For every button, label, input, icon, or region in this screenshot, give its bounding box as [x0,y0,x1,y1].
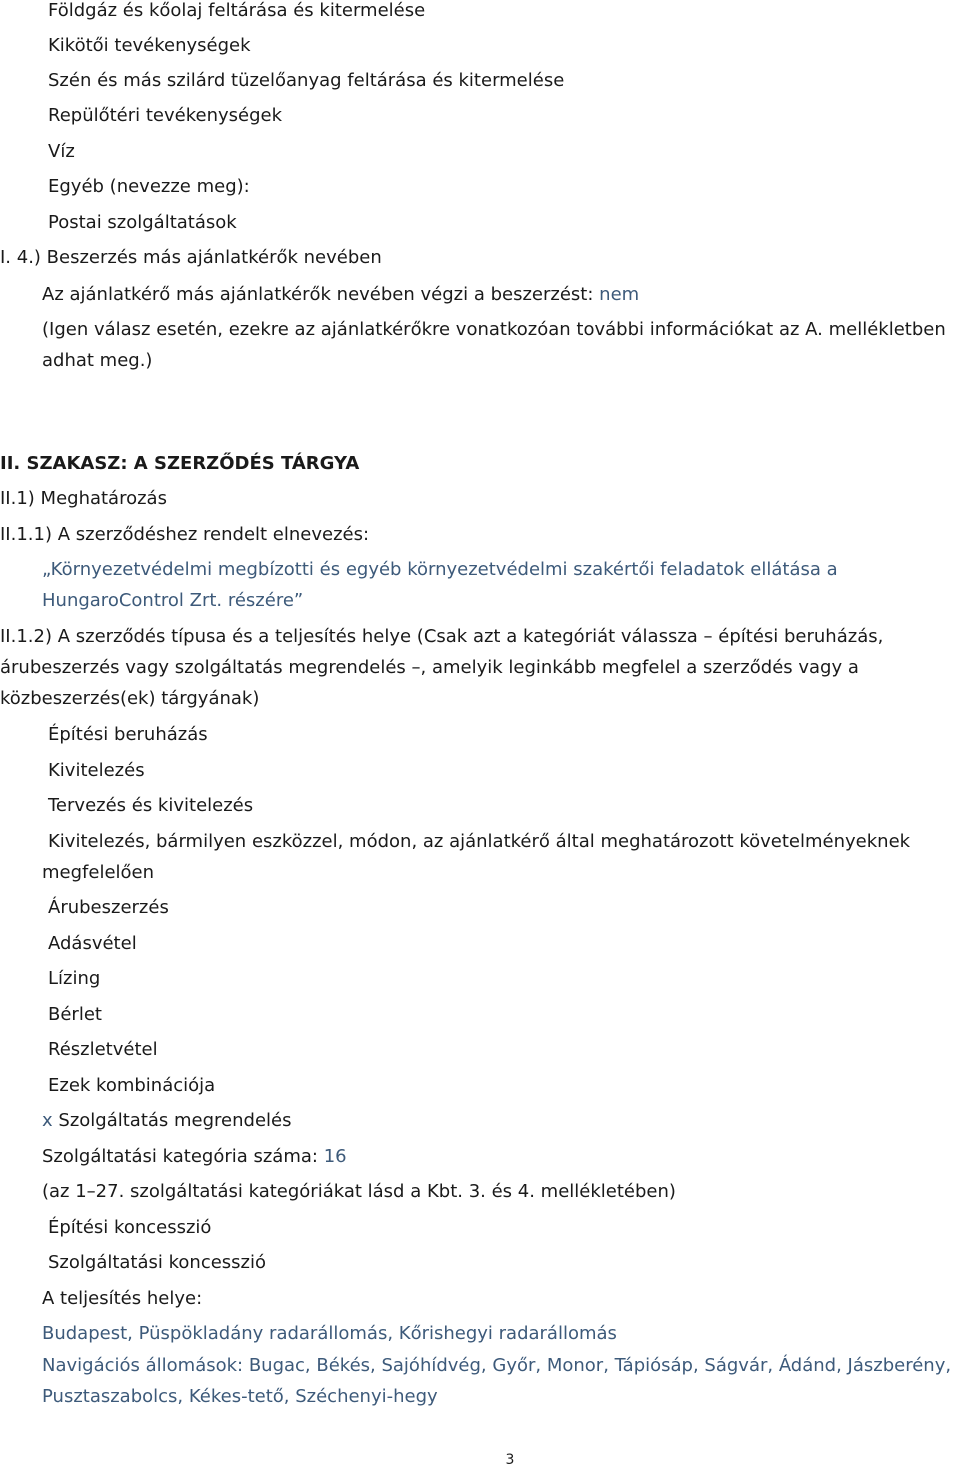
option-kivitelezes: Kivitelezés [48,760,145,781]
service-category-value: 16 [323,1146,347,1167]
service-category [42,1146,347,1168]
place-line1: Budapest, Püspökladány radarállomás, Kőrishegyi radarállomás [42,1323,617,1344]
page-number: 3 [505,1452,515,1468]
section-i4-note-line2: adhat meg.) [42,350,153,371]
option-reszletvetel: Részletvétel [48,1039,158,1060]
option-szolgaltatas-label: Szolgáltatás megrendelés [58,1110,292,1131]
service-category-label: Szolgáltatási kategória száma: [42,1146,318,1167]
option-adasvetel: Adásvétel [48,933,137,954]
section-ii11-heading: II.1.1) A szerződéshez rendelt elnevezés: [0,524,370,545]
list-item-egyeb: Egyéb (nevezze meg): [48,176,250,197]
section-ii12-line2: árubeszerzés vagy szolgáltatás megrendelés –, amelyik leginkább megfelel a szerződés vagy a [0,657,859,678]
option-szolgaltatasi-koncesszio: Szolgáltatási koncesszió [48,1252,267,1273]
list-item-foldgaz: Földgáz és kőolaj feltárása és kitermelése [48,0,426,21]
section-i4-question [42,284,639,306]
option-kivitelezes-barmilyen-line2: megfelelően [42,862,155,883]
place-line3: Pusztaszabolcs, Kékes-tető, Széchenyi-hegy [42,1386,438,1407]
list-item-kikotoi: Kikötői tevékenységek [48,35,251,56]
list-item-viz: Víz [48,141,75,162]
place-line2: Navigációs állomások: Bugac, Békés, Sajóhídvég, Győr, Monor, Tápiósáp, Ságvár, Ádánd, Jászberény, [42,1355,952,1376]
section-i4-heading: I. 4.) Beszerzés más ajánlatkérők nevében [0,247,382,268]
option-epitesi-koncesszio: Építési koncesszió [48,1217,212,1238]
place-label: A teljesítés helye: [42,1288,203,1309]
section-ii1-heading: II.1) Meghatározás [0,488,167,509]
service-category-note: (az 1–27. szolgáltatási kategóriákat lásd a Kbt. 3. és 4. mellékletében) [42,1181,676,1202]
section-ii12-line3: közbeszerzés(ek) tárgyának) [0,688,260,709]
option-kivitelezes-barmilyen-line1: Kivitelezés, bármilyen eszközzel, módon, az ajánlatkérő által meghatározott követelményeknek [48,831,911,852]
list-item-szen: Szén és más szilárd tüzelőanyag feltárása és kitermelése [48,70,565,91]
option-epitesi-beruhazas: Építési beruházás [48,724,208,745]
option-arubeszerzes: Árubeszerzés [48,897,169,918]
option-kombinacio: Ezek kombinációja [48,1075,216,1096]
selected-mark: x [42,1110,53,1131]
option-berlet: Bérlet [48,1004,102,1025]
option-tervezes: Tervezés és kivitelezés [48,795,254,816]
contract-title-line1: „Környezetvédelmi megbízotti és egyéb környezetvédelmi szakértői feladatok ellátása a [42,559,838,580]
option-lizing: Lízing [48,968,101,989]
section-i4-question-text: Az ajánlatkérő más ajánlatkérők nevében végzi a beszerzést: [42,284,594,305]
list-item-postai: Postai szolgáltatások [48,212,237,233]
list-item-repuloteri: Repülőtéri tevékenységek [48,105,283,126]
contract-title-line2: HungaroControl Zrt. részére” [42,590,304,611]
section-ii-heading: II. SZAKASZ: A SZERZŐDÉS TÁRGYA [0,453,360,474]
section-i4-answer: nem [599,284,640,305]
section-i4-note-line1: (Igen válasz esetén, ezekre az ajánlatkérőkre vonatkozóan további információkat az A. mellékletben [42,319,946,340]
section-ii12-line1: II.1.2) A szerződés típusa és a teljesítés helye (Csak azt a kategóriát válassza – építési beruházás, [0,626,884,647]
option-szolgaltatas [42,1110,292,1132]
